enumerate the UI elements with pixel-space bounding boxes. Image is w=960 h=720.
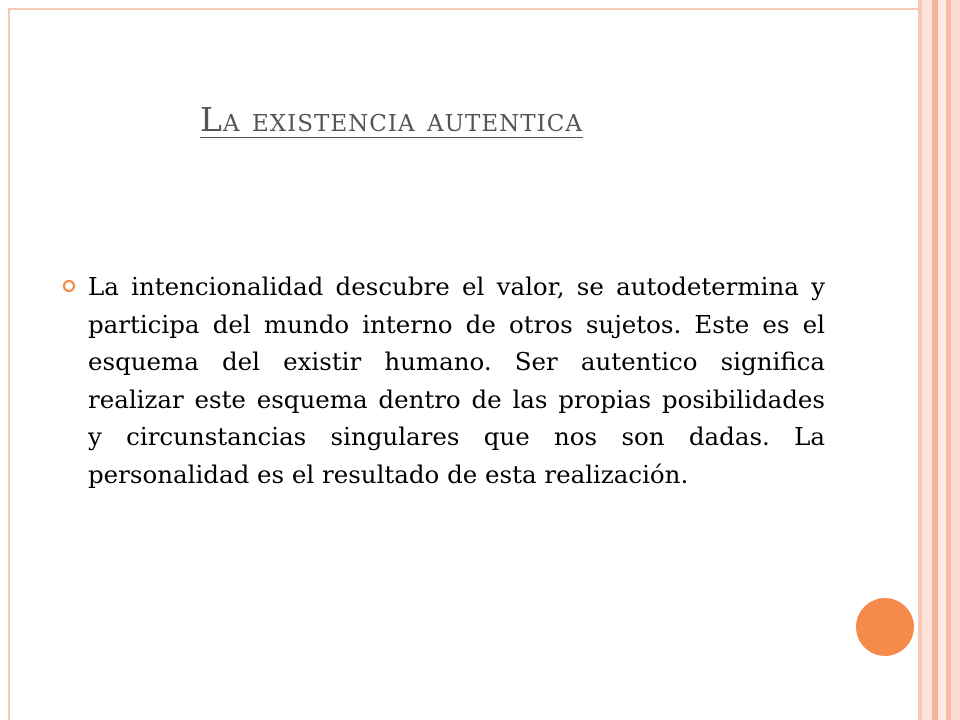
right-band-stripe — [938, 0, 946, 720]
bullet-text: La intencionalidad descubre el valor, se autodetermina y participa del mundo interno de otros sujetos. Este es el esquema del existir humano. Ser autentico significa realizar este esquema dentro de las propias posibilidades y circunstancias singulares que nos son dadas. La personalidad es el resultado de esta realización. — [88, 272, 825, 489]
right-band-stripe — [951, 0, 960, 720]
right-band-stripe — [922, 0, 932, 720]
orange-circle-decoration — [856, 598, 914, 656]
slide-title: La existencia autentica — [200, 100, 583, 139]
ring-bullet-icon — [62, 279, 76, 293]
frame-top-line — [8, 8, 920, 10]
frame-left-line — [8, 8, 10, 720]
